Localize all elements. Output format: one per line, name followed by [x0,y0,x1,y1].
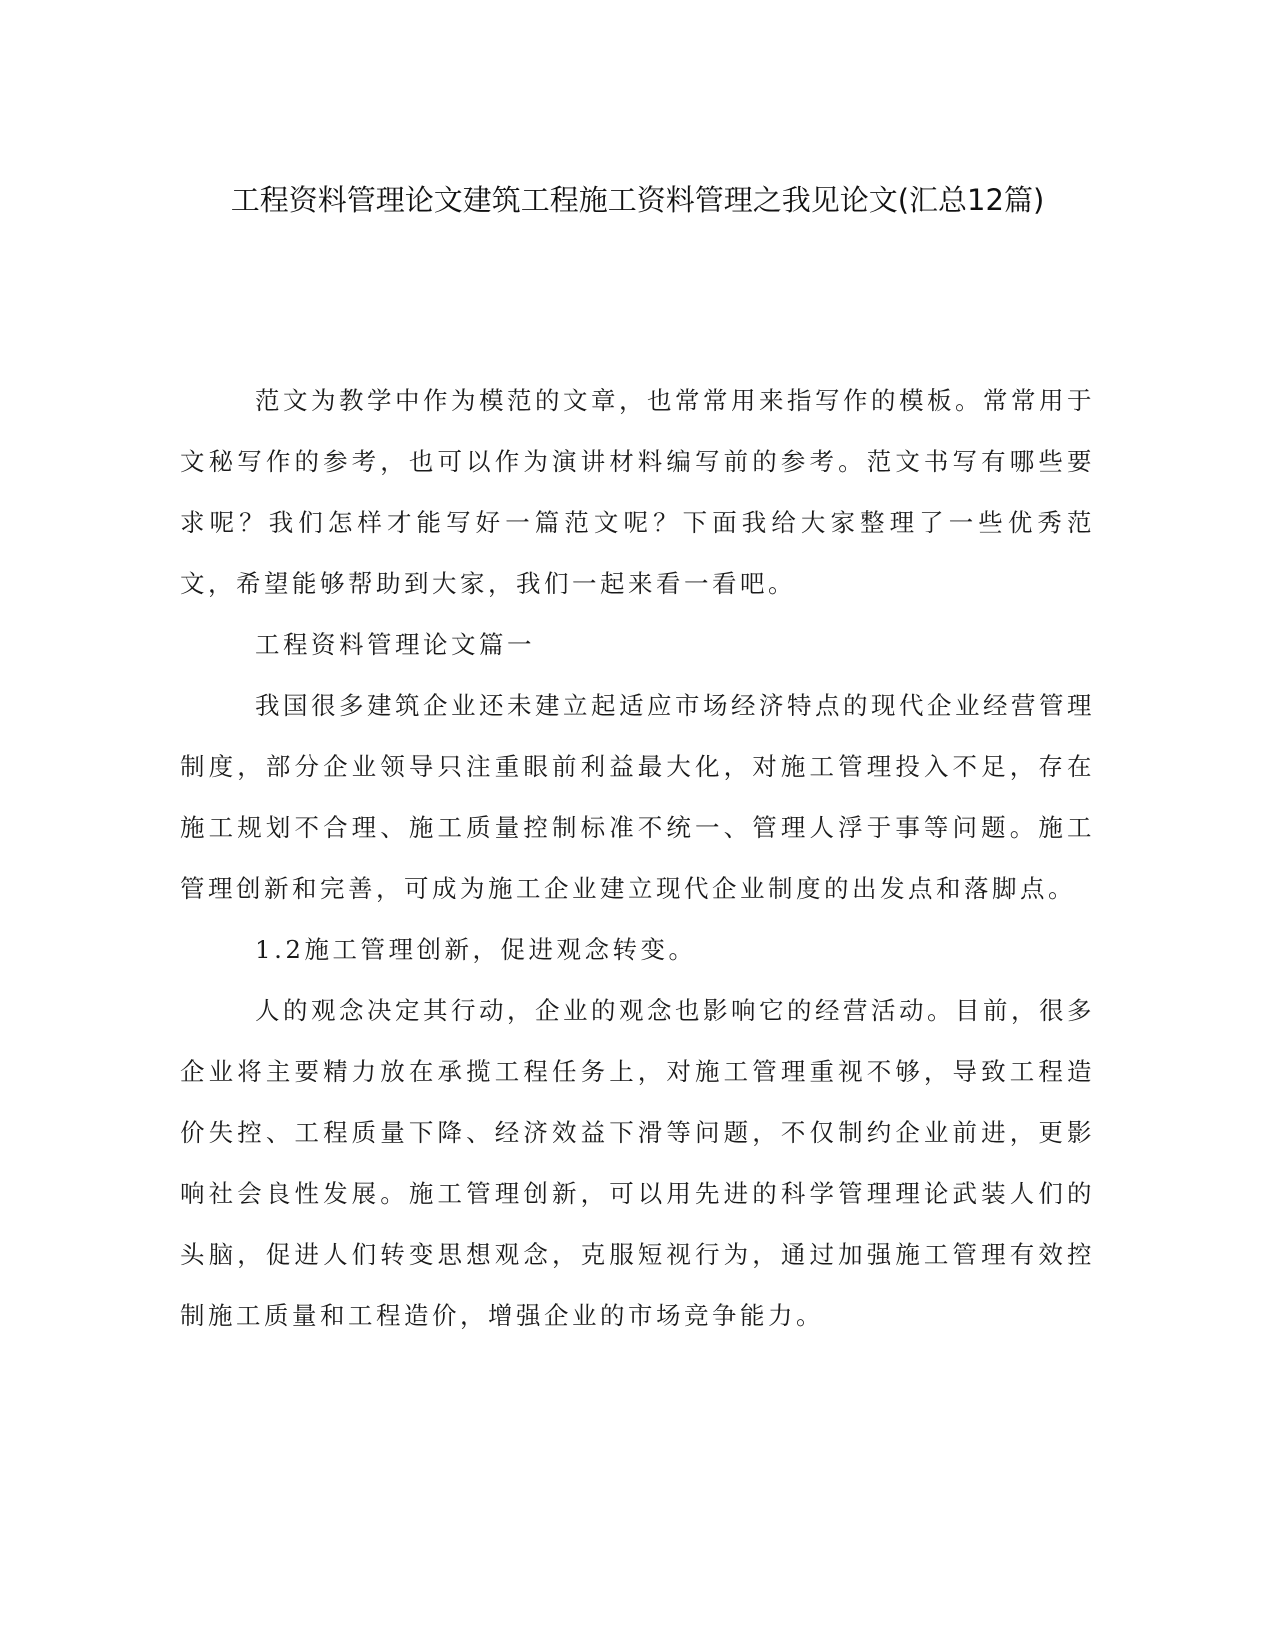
paragraph-management-system: 我国很多建筑企业还未建立起适应市场经济特点的现代企业经营管理制度，部分企业领导只注重眼前利益最大化，对施工管理投入不足，存在施工规划不合理、施工质量控制标准不统一、管理人浮于事等问题。施工管理创新和完善，可成为施工企业建立现代企业制度的出发点和落脚点。 [180,691,1095,903]
paragraph-intro: 范文为教学中作为模范的文章，也常常用来指写作的模板。常常用于文秘写作的参考，也可以作为演讲材料编写前的参考。范文书写有哪些要求呢？我们怎样才能写好一篇范文呢？下面我给大家整理了一些优秀范文，希望能够帮助到大家，我们一起来看一看吧。 [180,386,1095,598]
subsection-heading: 1.2施工管理创新，促进观念转变。 [255,935,697,964]
section-heading: 工程资料管理论文篇一 [255,630,535,659]
paragraph-concept-change: 人的观念决定其行动，企业的观念也影响它的经营活动。目前，很多企业将主要精力放在承揽工程任务上，对施工管理重视不够，导致工程造价失控、工程质量下降、经济效益下滑等问题，不仅制约企业前进，更影响社会良性发展。施工管理创新，可以用先进的科学管理理论武装人们的头脑，促进人们转变思想观念，克服短视行为，通过加强施工管理有效控制施工质量和工程造价，增强企业的市场竞争能力。 [180,996,1095,1330]
document-body [180,370,1095,1346]
document-title: 工程资料管理论文建筑工程施工资料管理之我见论文(汇总12篇) [230,183,1045,217]
